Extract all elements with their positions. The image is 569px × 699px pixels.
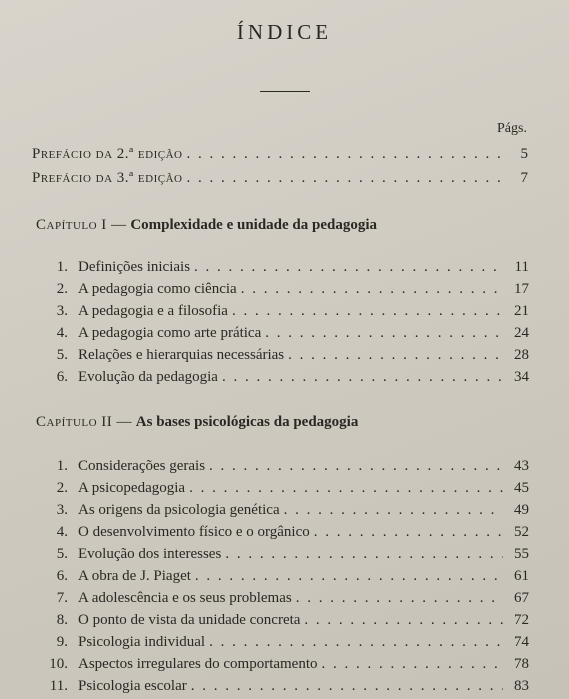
toc-entry-page: 7: [520, 170, 528, 186]
toc-entry: [40, 458, 529, 475]
chapter-title: As bases psicológicas da pedagogia: [135, 414, 359, 430]
toc-entry-number: 4.: [56, 325, 68, 341]
toc-entry-page: 52: [514, 524, 529, 540]
title-divider: [260, 91, 310, 92]
leader-dots: [191, 678, 503, 695]
toc-entry-text: Psicologia escolar: [78, 678, 187, 694]
toc-entry-text: A pedagogia e a filosofia: [78, 303, 228, 319]
toc-entry-text: A pedagogia como arte prática: [78, 325, 262, 341]
toc-entry-number: 5.: [56, 347, 68, 363]
toc-entry: [40, 480, 529, 497]
toc-entry-number: 5.: [56, 546, 68, 562]
chapter-label: Capítulo I —: [36, 217, 127, 233]
toc-entry-number: 7.: [56, 590, 68, 606]
leader-dots: [195, 568, 503, 585]
toc-entry: [40, 325, 529, 342]
toc-entry-number: 3.: [56, 303, 68, 319]
toc-entry-text: Prefácio da 2.ª edição: [32, 146, 183, 162]
toc-entry-page: 17: [514, 281, 529, 297]
toc-entry-number: 6.: [56, 568, 68, 584]
toc-entry-page: 61: [514, 568, 529, 584]
leader-dots: [186, 170, 502, 187]
leader-dots: [284, 502, 503, 519]
chapter-heading-1: [36, 217, 377, 234]
toc-entry-text: Definições iniciais: [78, 259, 191, 275]
toc-entry: [40, 281, 529, 298]
toc-entry-text: O ponto de vista da unidade concreta: [78, 612, 301, 628]
toc-entry: [40, 524, 529, 541]
toc-entry: [40, 502, 529, 519]
page-title: ÍNDICE: [236, 20, 333, 44]
toc-entry-text: Psicologia individual: [78, 634, 206, 650]
toc-entry-number: 4.: [56, 524, 68, 540]
pages-column-header: Págs.: [497, 121, 527, 136]
toc-entry-text: O desenvolvimento físico e o orgânico: [78, 524, 310, 540]
toc-entry: [40, 546, 529, 563]
leader-dots: [296, 590, 503, 607]
toc-entry-page: 55: [514, 546, 529, 562]
toc-entry-page: 11: [514, 259, 529, 275]
leader-dots: [304, 612, 503, 629]
leader-dots: [186, 146, 502, 163]
toc-entry-preface-3: [32, 170, 528, 187]
leader-dots: [322, 656, 503, 673]
toc-entry-page: 78: [514, 656, 529, 672]
leader-dots: [209, 458, 503, 475]
toc-entry-text: Aspectos irregulares do comportamento: [78, 656, 318, 672]
toc-entry-text: A psicopedagogia: [78, 480, 186, 496]
toc-entry: [40, 656, 529, 673]
toc-entry: [40, 259, 529, 276]
toc-entry-page: 28: [514, 347, 529, 363]
toc-entry-page: 74: [514, 634, 529, 650]
toc-entry-number: 1.: [56, 458, 68, 474]
leader-dots: [209, 634, 503, 651]
chapter-title: Complexidade e unidade da pedagogia: [130, 217, 378, 233]
toc-entry-number: 2.: [56, 480, 68, 496]
toc-entry: [40, 612, 529, 629]
toc-entry-text: Considerações gerais: [78, 458, 206, 474]
toc-entry-page: 72: [514, 612, 529, 628]
toc-entry-text: Evolução dos interesses: [78, 546, 222, 562]
toc-entry: [40, 590, 529, 607]
leader-dots: [225, 546, 503, 563]
toc-entry-page: 83: [514, 678, 529, 694]
toc-entry-page: 21: [514, 303, 529, 319]
toc-entry-number: 11.: [49, 678, 68, 694]
toc-entry: [40, 634, 529, 651]
toc-entry-preface-2: [32, 146, 528, 163]
toc-entry-page: 49: [514, 502, 529, 518]
toc-entry-number: 9.: [56, 634, 68, 650]
toc-entry-number: 8.: [56, 612, 68, 628]
toc-entry-number: 6.: [56, 369, 68, 385]
chapter-heading-2: [36, 414, 358, 431]
toc-entry: [40, 678, 529, 695]
toc-entry-page: 5: [520, 146, 528, 162]
leader-dots: [189, 480, 503, 497]
leader-dots: [194, 259, 503, 276]
toc-entry: [40, 568, 529, 585]
toc-entry-number: 10.: [49, 656, 68, 672]
toc-entry-text: Evolução da pedagogia: [78, 369, 218, 385]
leader-dots: [288, 347, 503, 364]
toc-entry-number: 1.: [56, 259, 68, 275]
leader-dots: [265, 325, 503, 342]
toc-entry-text: A adolescência e os seus problemas: [78, 590, 292, 606]
toc-entry-text: As origens da psicologia genética: [78, 502, 280, 518]
toc-entry-page: 34: [514, 369, 529, 385]
toc-entry: [40, 369, 529, 386]
toc-entry-page: 43: [514, 458, 529, 474]
toc-entry-text: Prefácio da 3.ª edição: [32, 170, 183, 186]
toc-entry-text: Relações e hierarquias necessárias: [78, 347, 285, 363]
toc-entry-text: A obra de J. Piaget: [78, 568, 191, 584]
leader-dots: [241, 281, 503, 298]
leader-dots: [314, 524, 503, 541]
toc-entry-number: 3.: [56, 502, 68, 518]
chapter-label: Capítulo II —: [36, 414, 133, 430]
leader-dots: [222, 369, 503, 386]
toc-entry-page: 45: [514, 480, 529, 496]
toc-entry-number: 2.: [56, 281, 68, 297]
leader-dots: [232, 303, 503, 320]
toc-entry: [40, 303, 529, 320]
toc-entry: [40, 347, 529, 364]
toc-entry-page: 67: [514, 590, 529, 606]
toc-entry-text: A pedagogia como ciência: [78, 281, 237, 297]
toc-entry-page: 24: [514, 325, 529, 341]
